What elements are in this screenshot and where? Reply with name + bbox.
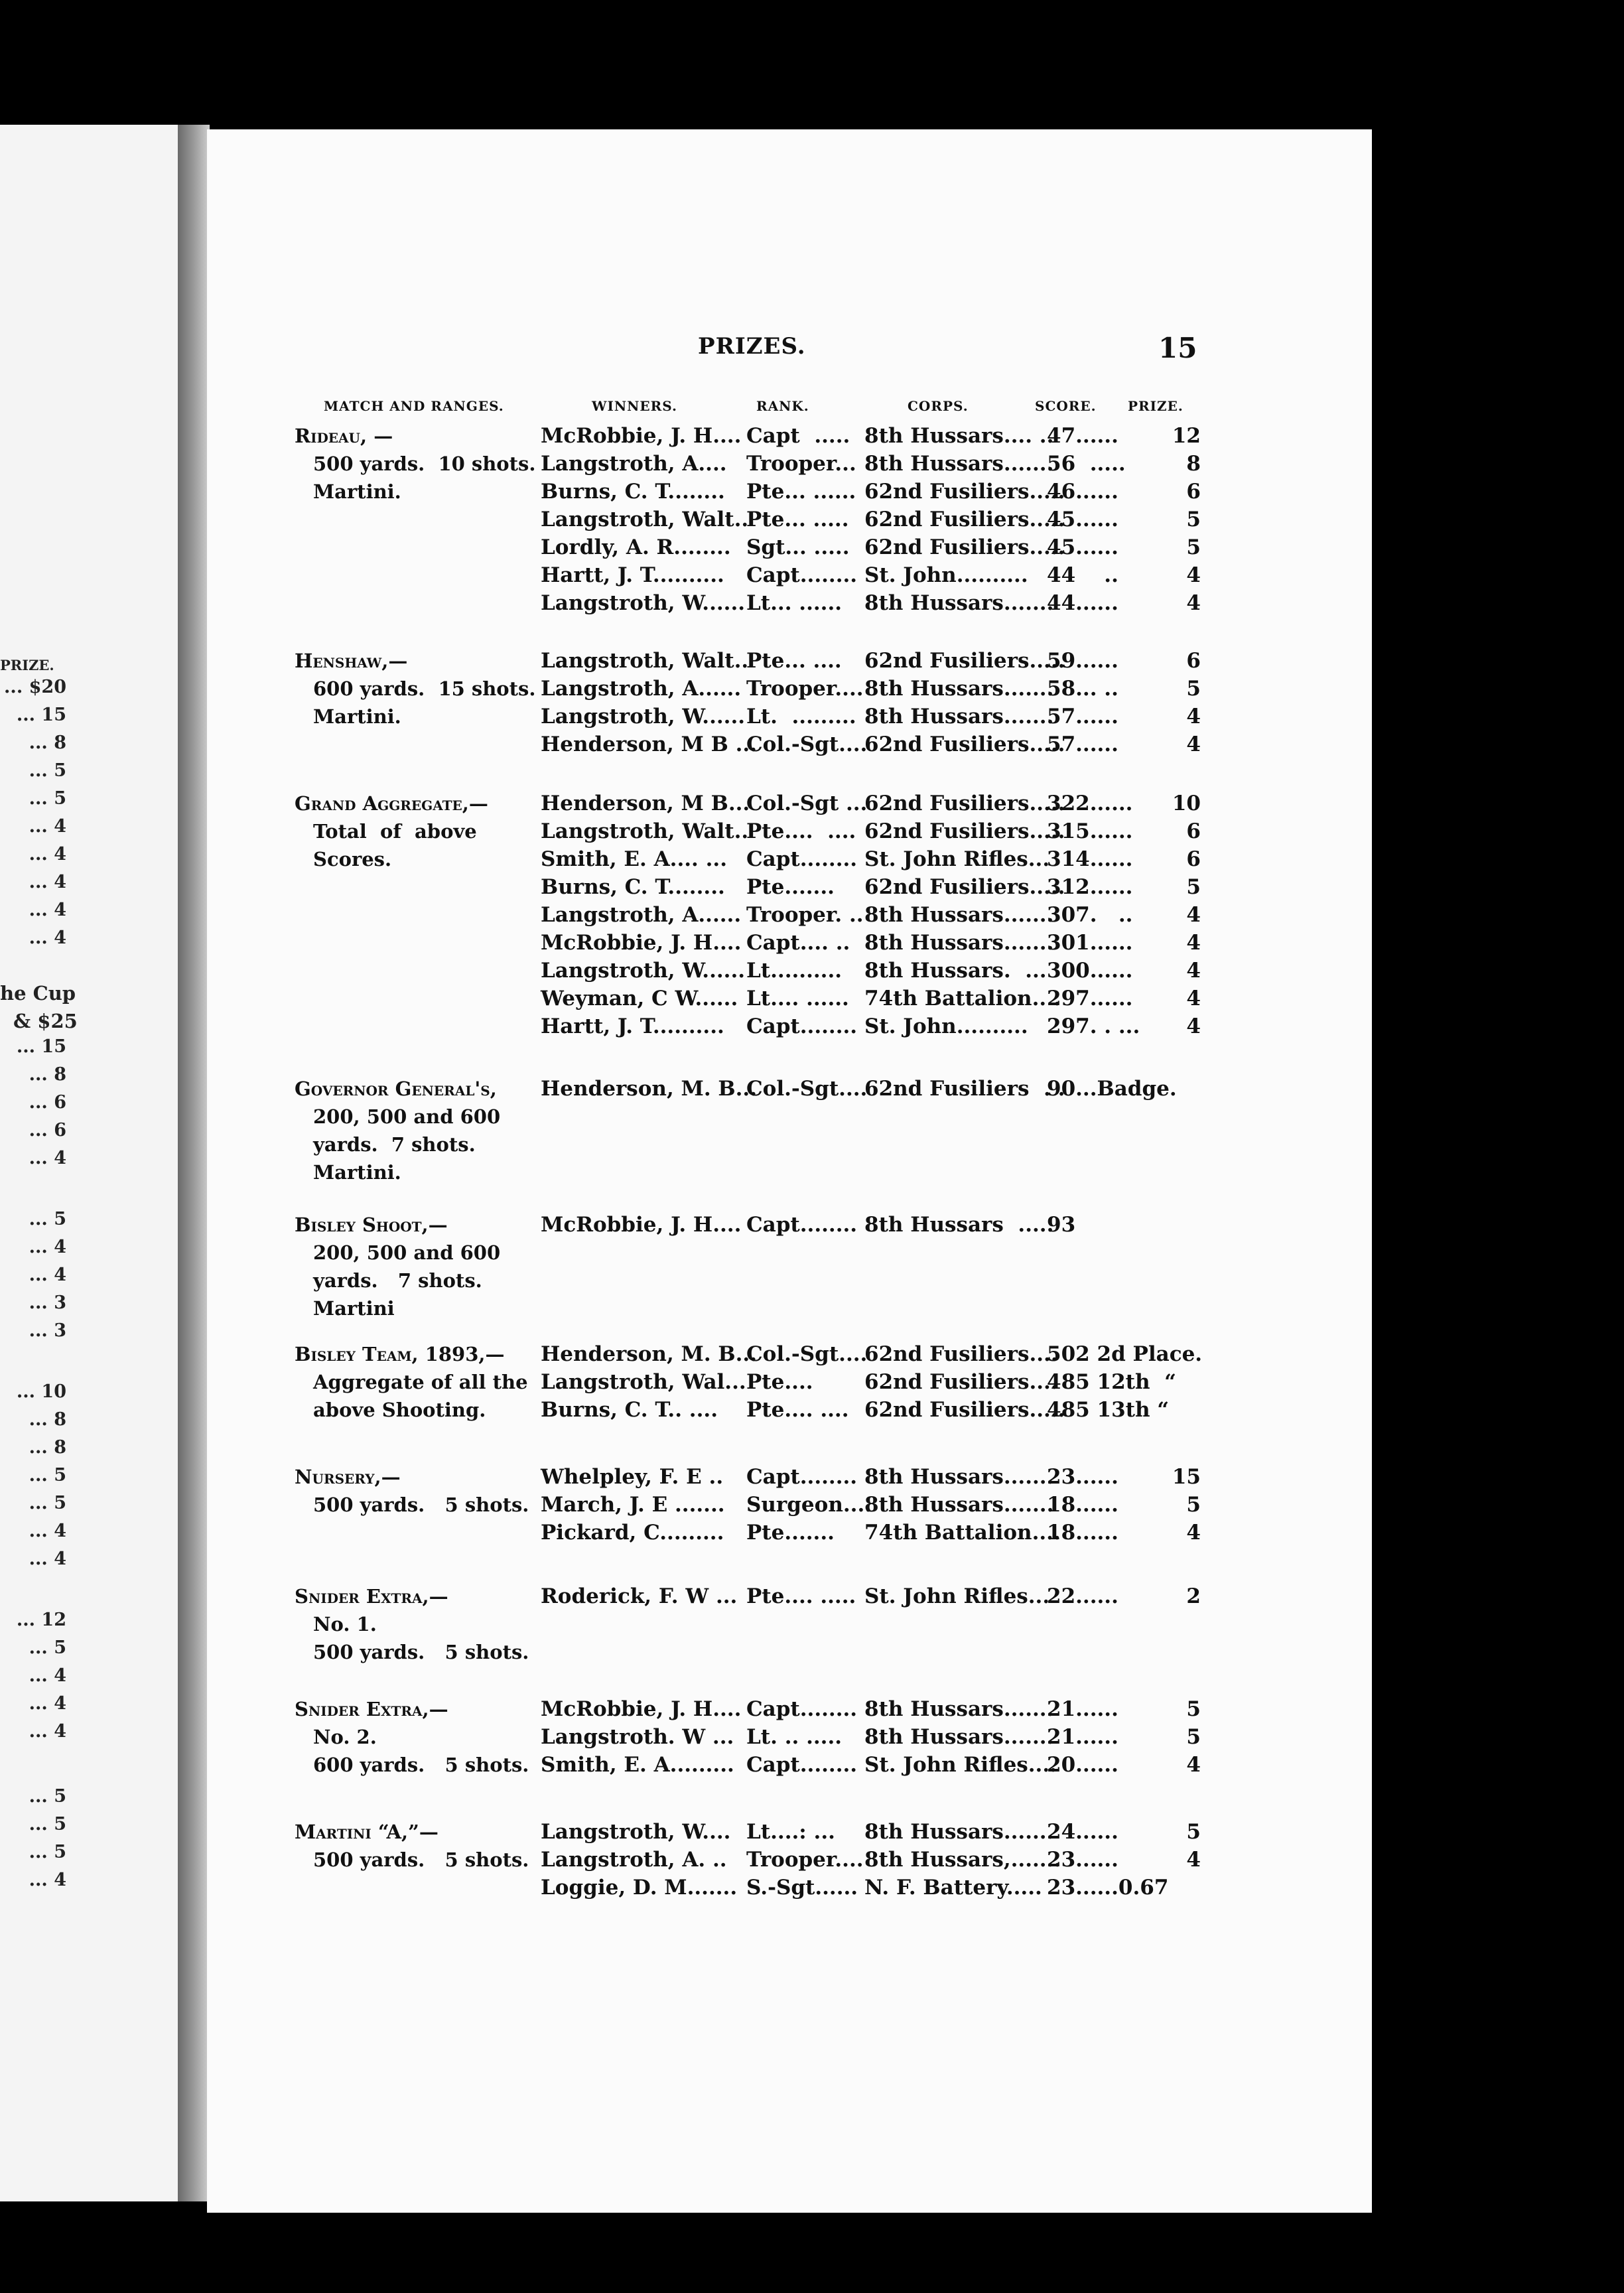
rank: Trooper. .. <box>746 903 864 927</box>
left-prize-value: ... 5 <box>29 1842 66 1862</box>
score: 297. . ... <box>1047 1014 1140 1038</box>
winner-name: Langstroth, Walt.. <box>541 649 749 673</box>
result-row <box>0 730 1624 758</box>
match-detail: Martini. <box>313 480 401 503</box>
left-prize-value: ... 4 <box>29 1549 66 1569</box>
rank: Lt.......... <box>746 959 843 983</box>
match-detail: 500 yards. 5 shots. <box>313 1641 529 1663</box>
score: 297...... <box>1047 987 1133 1010</box>
left-prize-value: ... 8 <box>29 732 66 753</box>
result-row <box>0 1368 1624 1396</box>
prize: 5 <box>1186 1725 1201 1749</box>
rank: Pte....... <box>746 875 835 899</box>
left-prize-value: ... $20 <box>4 677 66 697</box>
winner-name: Burns, C. T.. .... <box>541 1398 718 1422</box>
corps: 8th Hussars....... <box>864 1820 1054 1844</box>
corps: 62nd Fusiliers.... <box>864 1342 1058 1366</box>
result-row <box>0 1695 1624 1723</box>
rank: Capt........ <box>746 1213 858 1237</box>
match-detail: 600 yards. 5 shots. <box>313 1754 529 1776</box>
left-prize-value: ... 4 <box>29 1693 66 1714</box>
result-row <box>0 589 1624 617</box>
score: 21...... <box>1047 1725 1118 1749</box>
result-row <box>0 817 1624 845</box>
result-row <box>0 703 1624 730</box>
prize: 6 <box>1186 819 1201 843</box>
score: 307. .. <box>1047 903 1133 927</box>
winner-name: Langstroth, A...... <box>541 903 742 927</box>
result-row <box>0 422 1624 450</box>
corps: 8th Hussars....... <box>864 931 1054 955</box>
left-prize-value: ... 4 <box>29 1237 66 1257</box>
corps: 8th Hussars.... .. <box>864 424 1054 448</box>
match-detail: No. 1. <box>313 1613 377 1635</box>
left-prize-value: ... 8 <box>29 1437 66 1458</box>
left-prize-value: ... 3 <box>29 1320 66 1341</box>
prize: 4 <box>1186 1753 1201 1777</box>
match-name: Bisley Team, 1893,— <box>295 1343 505 1365</box>
result-row <box>0 1582 1624 1610</box>
corps: 62nd Fusiliers.... <box>864 1370 1058 1394</box>
score: 23......0.67 <box>1047 1876 1169 1900</box>
rank: Col.-Sgt ... <box>746 792 868 815</box>
corps: N. F. Battery..... <box>864 1876 1042 1900</box>
prize: 4 <box>1186 987 1201 1010</box>
corps: 62nd Fusiliers..... <box>864 819 1065 843</box>
result-row <box>0 1491 1624 1519</box>
match-detail: 600 yards. 15 shots. <box>313 677 536 700</box>
corps: 8th Hussars....... <box>864 903 1054 927</box>
score: 301...... <box>1047 931 1133 955</box>
score: 502 2d Place. <box>1047 1342 1203 1366</box>
corps: 62nd Fusiliers..... <box>864 732 1065 756</box>
rank: Lt....: ... <box>746 1820 835 1844</box>
winner-name: McRobbie, J. H.... <box>541 931 742 955</box>
left-prize-value: ... 4 <box>29 872 66 892</box>
corps: St. John.......... <box>864 1014 1028 1038</box>
corps: 8th Hussars....... <box>864 1725 1054 1749</box>
winner-name: Henderson, M. B... <box>541 1077 758 1101</box>
prize: 4 <box>1186 931 1201 955</box>
corps: 62nd Fusiliers..... <box>864 875 1065 899</box>
left-prize-value: ... 4 <box>29 1870 66 1890</box>
match-detail: yards. 7 shots. <box>313 1133 476 1156</box>
result-row <box>0 675 1624 703</box>
result-row <box>0 1818 1624 1846</box>
winner-name: McRobbie, J. H.... <box>541 424 742 448</box>
prize: 4 <box>1186 903 1201 927</box>
match-detail: Scores. <box>313 848 392 870</box>
winner-name: Langstroth, A.... <box>541 452 727 476</box>
prize: 5 <box>1186 1493 1201 1517</box>
corps: 8th Hussars....... <box>864 452 1054 476</box>
rank: Trooper.... <box>746 677 864 701</box>
left-prize-value: ... 5 <box>29 788 66 809</box>
score: 57...... <box>1047 705 1118 729</box>
result-row <box>0 929 1624 957</box>
result-row <box>0 1396 1624 1424</box>
rank: Lt... ...... <box>746 591 843 615</box>
prize: 4 <box>1186 705 1201 729</box>
result-row <box>0 1519 1624 1547</box>
rank: Lt. ......... <box>746 705 856 729</box>
left-prize-value: ... 4 <box>29 928 66 948</box>
left-prize-value: ... 8 <box>29 1409 66 1430</box>
rank: Pte... ..... <box>746 508 849 531</box>
match-detail: 200, 500 and 600 <box>313 1241 501 1264</box>
winner-name: March, J. E ....... <box>541 1493 725 1517</box>
left-prize-value: ... 5 <box>29 1814 66 1835</box>
corps: 8th Hussars,....... <box>864 1848 1061 1872</box>
corps: St. John.......... <box>864 563 1028 587</box>
winner-name: Henderson, M B... <box>541 792 750 815</box>
rank: Surgeon.... <box>746 1493 872 1517</box>
score: 23...... <box>1047 1465 1118 1489</box>
score: 93 <box>1047 1213 1076 1237</box>
header-rank: RANK. <box>756 398 809 414</box>
header-score: SCORE. <box>1035 398 1097 414</box>
left-prize-value: ... 4 <box>29 1721 66 1742</box>
result-row <box>0 1211 1624 1239</box>
rank: Pte.... .... <box>746 1398 849 1422</box>
match-detail: 500 yards. 5 shots. <box>313 1494 529 1516</box>
left-prize-value: ... 4 <box>29 816 66 837</box>
score: 44...... <box>1047 591 1118 615</box>
corps: 8th Hussars ..... <box>864 1213 1054 1237</box>
left-prize-value: ... 8 <box>29 1064 66 1085</box>
score: 485 12th “ <box>1047 1370 1176 1394</box>
prize: 6 <box>1186 847 1201 871</box>
result-row <box>0 985 1624 1012</box>
prize: 8 <box>1186 452 1201 476</box>
rank: Pte... ...... <box>746 480 856 504</box>
corps: 62nd Fusiliers..... <box>864 792 1065 815</box>
rank: Capt........ <box>746 1014 858 1038</box>
score: 57...... <box>1047 732 1118 756</box>
match-detail: Martini. <box>313 705 401 728</box>
match-name: Snider Extra,— <box>295 1585 448 1608</box>
winner-name: Pickard, C......... <box>541 1521 724 1545</box>
rank: Capt........ <box>746 563 858 587</box>
rank: Col.-Sgt.... <box>746 1342 868 1366</box>
corps: 62nd Fusiliers..... <box>864 508 1065 531</box>
left-prize-value: ... 5 <box>29 760 66 781</box>
result-row <box>0 1340 1624 1368</box>
winner-name: McRobbie, J. H.... <box>541 1697 742 1721</box>
score: 44 .. <box>1047 563 1118 587</box>
left-prize-value: ... 4 <box>29 1265 66 1285</box>
prize: 6 <box>1186 480 1201 504</box>
winner-name: Lordly, A. R........ <box>541 535 731 559</box>
result-row <box>0 845 1624 873</box>
result-row <box>0 450 1624 478</box>
winner-name: Hartt, J. T.......... <box>541 563 724 587</box>
corps: 62nd Fusiliers..... <box>864 1398 1065 1422</box>
corps: 62nd Fusiliers..... <box>864 649 1065 673</box>
header-winners: WINNERS. <box>592 398 677 414</box>
rank: Sgt... ..... <box>746 535 850 559</box>
prize: 4 <box>1186 732 1201 756</box>
winner-name: McRobbie, J. H.... <box>541 1213 742 1237</box>
prize: 6 <box>1186 649 1201 673</box>
corps: 62nd Fusiliers..... <box>864 535 1065 559</box>
left-prize-value: ... 4 <box>29 900 66 920</box>
corps: St. John Rifles.... <box>864 1753 1057 1777</box>
score: 22...... <box>1047 1584 1118 1608</box>
corps: 8th Hussars....... <box>864 677 1054 701</box>
result-row <box>0 647 1624 675</box>
winner-name: Henderson, M. B... <box>541 1342 758 1366</box>
rank: Trooper... <box>746 452 856 476</box>
result-row <box>0 1463 1624 1491</box>
prize: 5 <box>1186 1820 1201 1844</box>
left-prize-value: ... 10 <box>16 1381 66 1402</box>
prize: 4 <box>1186 563 1201 587</box>
left-prize-value: ... 6 <box>29 1092 66 1113</box>
match-detail: 500 yards. 10 shots. <box>313 452 536 475</box>
left-prize-value: ... 5 <box>29 1493 66 1513</box>
winner-name: Loggie, D. M....... <box>541 1876 738 1900</box>
result-row <box>0 1012 1624 1040</box>
rank: Pte.... <box>746 1370 813 1394</box>
prize: 4 <box>1186 1521 1201 1545</box>
match-detail: yards. 7 shots. <box>313 1269 482 1292</box>
score: 90...Badge. <box>1047 1077 1177 1101</box>
rank: Col.-Sgt.... <box>746 732 868 756</box>
match-detail: 500 yards. 5 shots. <box>313 1848 529 1871</box>
match-name: Grand Aggregate,— <box>295 792 488 815</box>
left-prize-value: ... 5 <box>29 1786 66 1807</box>
rank: Capt.... .. <box>746 931 850 955</box>
corps: St. John Rifles... <box>864 847 1050 871</box>
winner-name: Roderick, F. W ... <box>541 1584 738 1608</box>
prize: 4 <box>1186 1014 1201 1038</box>
left-prize-value: ... 4 <box>29 1665 66 1686</box>
prize: 10 <box>1172 792 1201 815</box>
winner-name: Henderson, M B ... <box>541 732 758 756</box>
corps: 62nd Fusiliers..... <box>864 480 1065 504</box>
score: 23...... <box>1047 1848 1118 1872</box>
result-row <box>0 1075 1624 1103</box>
prize: 5 <box>1186 535 1201 559</box>
rank: Trooper.... <box>746 1848 864 1872</box>
result-row <box>0 790 1624 817</box>
score: 24...... <box>1047 1820 1118 1844</box>
winner-name: Langstroth, Walt.. <box>541 508 749 531</box>
score: 47...... <box>1047 424 1118 448</box>
result-row <box>0 478 1624 506</box>
left-prize-value: ... 5 <box>29 1637 66 1658</box>
header-corps: CORPS. <box>908 398 969 414</box>
score: 20...... <box>1047 1753 1118 1777</box>
page-title: PRIZES. <box>698 333 806 360</box>
left-prize-value: ... 4 <box>29 1148 66 1168</box>
winner-name: Langstroth, Wal... <box>541 1370 746 1394</box>
score: 58... .. <box>1047 677 1118 701</box>
winner-name: Langstroth, Walt.. <box>541 819 749 843</box>
corps: St. John Rifles... <box>864 1584 1050 1608</box>
prize: 12 <box>1172 424 1201 448</box>
result-row <box>0 561 1624 589</box>
score: 314...... <box>1047 847 1133 871</box>
result-row <box>0 1723 1624 1751</box>
match-detail: Martini. <box>313 1161 401 1184</box>
left-fragment-text: he Cup <box>0 982 76 1005</box>
rank: Capt ..... <box>746 424 850 448</box>
prize: 5 <box>1186 677 1201 701</box>
left-prize-value: ... 6 <box>29 1120 66 1141</box>
winner-name: Langstroth, A. .. <box>541 1848 727 1872</box>
left-prize-value: ... 12 <box>16 1610 66 1630</box>
prize: 4 <box>1186 959 1201 983</box>
winner-name: Hartt, J. T.......... <box>541 1014 724 1038</box>
score: 21...... <box>1047 1697 1118 1721</box>
left-prize-value: ... 3 <box>29 1292 66 1313</box>
match-detail: Aggregate of all the <box>313 1371 528 1393</box>
header-match: MATCH AND RANGES. <box>324 398 504 414</box>
score: 45...... <box>1047 508 1118 531</box>
score: 59...... <box>1047 649 1118 673</box>
left-prize-value: ... 15 <box>16 705 66 725</box>
winner-name: Burns, C. T........ <box>541 480 725 504</box>
score: 485 13th “ <box>1047 1398 1170 1422</box>
winner-name: Langstroth, W.... <box>541 1820 731 1844</box>
rank: Capt........ <box>746 1465 858 1489</box>
match-detail: 200, 500 and 600 <box>313 1105 501 1128</box>
result-row <box>0 506 1624 533</box>
left-fragment-text: & $25 <box>13 1010 78 1032</box>
winner-name: Langstroth, A...... <box>541 677 742 701</box>
corps: 8th Hussars....... <box>864 1465 1054 1489</box>
match-detail: Total of above <box>313 820 477 843</box>
match-name: Bisley Shoot,— <box>295 1214 448 1236</box>
rank: Pte.... ..... <box>746 1584 856 1608</box>
corps: 62nd Fusiliers . . <box>864 1077 1065 1101</box>
left-prize-value: ... 5 <box>29 1209 66 1229</box>
rank: Pte.... .... <box>746 819 856 843</box>
corps: 8th Hussars....... <box>864 591 1054 615</box>
left-prize-value: ... 4 <box>29 844 66 865</box>
rank: Capt........ <box>746 847 858 871</box>
rank: Lt. .. ..... <box>746 1725 843 1749</box>
winner-name: Smith, E. A.... ... <box>541 847 728 871</box>
score: 322...... <box>1047 792 1133 815</box>
prize: 5 <box>1186 875 1201 899</box>
winner-name: Langstroth, W...... <box>541 959 746 983</box>
match-detail: above Shooting. <box>313 1399 486 1421</box>
left-prize-value: ... 15 <box>16 1036 66 1057</box>
match-name: Rideau, — <box>295 425 393 447</box>
winner-name: Burns, C. T........ <box>541 875 725 899</box>
winner-name: Smith, E. A......... <box>541 1753 734 1777</box>
corps: 74th Battalion.... <box>864 1521 1061 1545</box>
score: 56 ..... <box>1047 452 1126 476</box>
score: 315...... <box>1047 819 1133 843</box>
match-name: Martini “A,”— <box>295 1821 439 1843</box>
score: 312...... <box>1047 875 1133 899</box>
corps: 8th Hussars....... <box>864 705 1054 729</box>
score: 45...... <box>1047 535 1118 559</box>
winner-name: Langstroth, W...... <box>541 591 746 615</box>
left-prize-header: PRIZE. <box>0 657 54 673</box>
score: 46...... <box>1047 480 1118 504</box>
prize: 4 <box>1186 591 1201 615</box>
rank: Capt........ <box>746 1697 858 1721</box>
result-row <box>0 957 1624 985</box>
winner-name: Weyman, C W...... <box>541 987 738 1010</box>
left-prize-value: ... 4 <box>29 1521 66 1541</box>
prize: 2 <box>1186 1584 1201 1608</box>
rank: S.-Sgt...... <box>746 1876 858 1900</box>
left-prize-value: ... 5 <box>29 1465 66 1486</box>
page-number: 15 <box>1158 332 1197 364</box>
winner-name: Whelpley, F. E .. <box>541 1465 724 1489</box>
prize: 5 <box>1186 508 1201 531</box>
prize: 15 <box>1172 1465 1201 1489</box>
corps: 8th Hussars. ... <box>864 959 1047 983</box>
prize: 5 <box>1186 1697 1201 1721</box>
match-name: Governor General's, <box>295 1077 497 1100</box>
corps: 8th Hussars....... <box>864 1493 1054 1517</box>
match-name: Nursery,— <box>295 1466 401 1488</box>
rank: Pte... .... <box>746 649 842 673</box>
match-detail: Martini <box>313 1297 395 1320</box>
score: 18...... <box>1047 1493 1118 1517</box>
winner-name: Langstroth. W ... <box>541 1725 734 1749</box>
result-row <box>0 901 1624 929</box>
score: 18...... <box>1047 1521 1118 1545</box>
winner-name: Langstroth, W...... <box>541 705 746 729</box>
rank: Col.-Sgt.... <box>746 1077 868 1101</box>
corps: 74th Battalion.. . <box>864 987 1061 1010</box>
header-prize: PRIZE. <box>1128 398 1184 414</box>
result-row <box>0 1846 1624 1874</box>
corps: 8th Hussars....... <box>864 1697 1054 1721</box>
rank: Pte....... <box>746 1521 835 1545</box>
result-row <box>0 1751 1624 1779</box>
result-row <box>0 533 1624 561</box>
match-name: Snider Extra,— <box>295 1698 448 1720</box>
result-row <box>0 1874 1624 1902</box>
result-row <box>0 873 1624 901</box>
match-name: Henshaw,— <box>295 650 408 672</box>
rank: Capt........ <box>746 1753 858 1777</box>
match-detail: No. 2. <box>313 1726 377 1748</box>
score: 300...... <box>1047 959 1133 983</box>
prize: 4 <box>1186 1848 1201 1872</box>
rank: Lt.... ...... <box>746 987 849 1010</box>
